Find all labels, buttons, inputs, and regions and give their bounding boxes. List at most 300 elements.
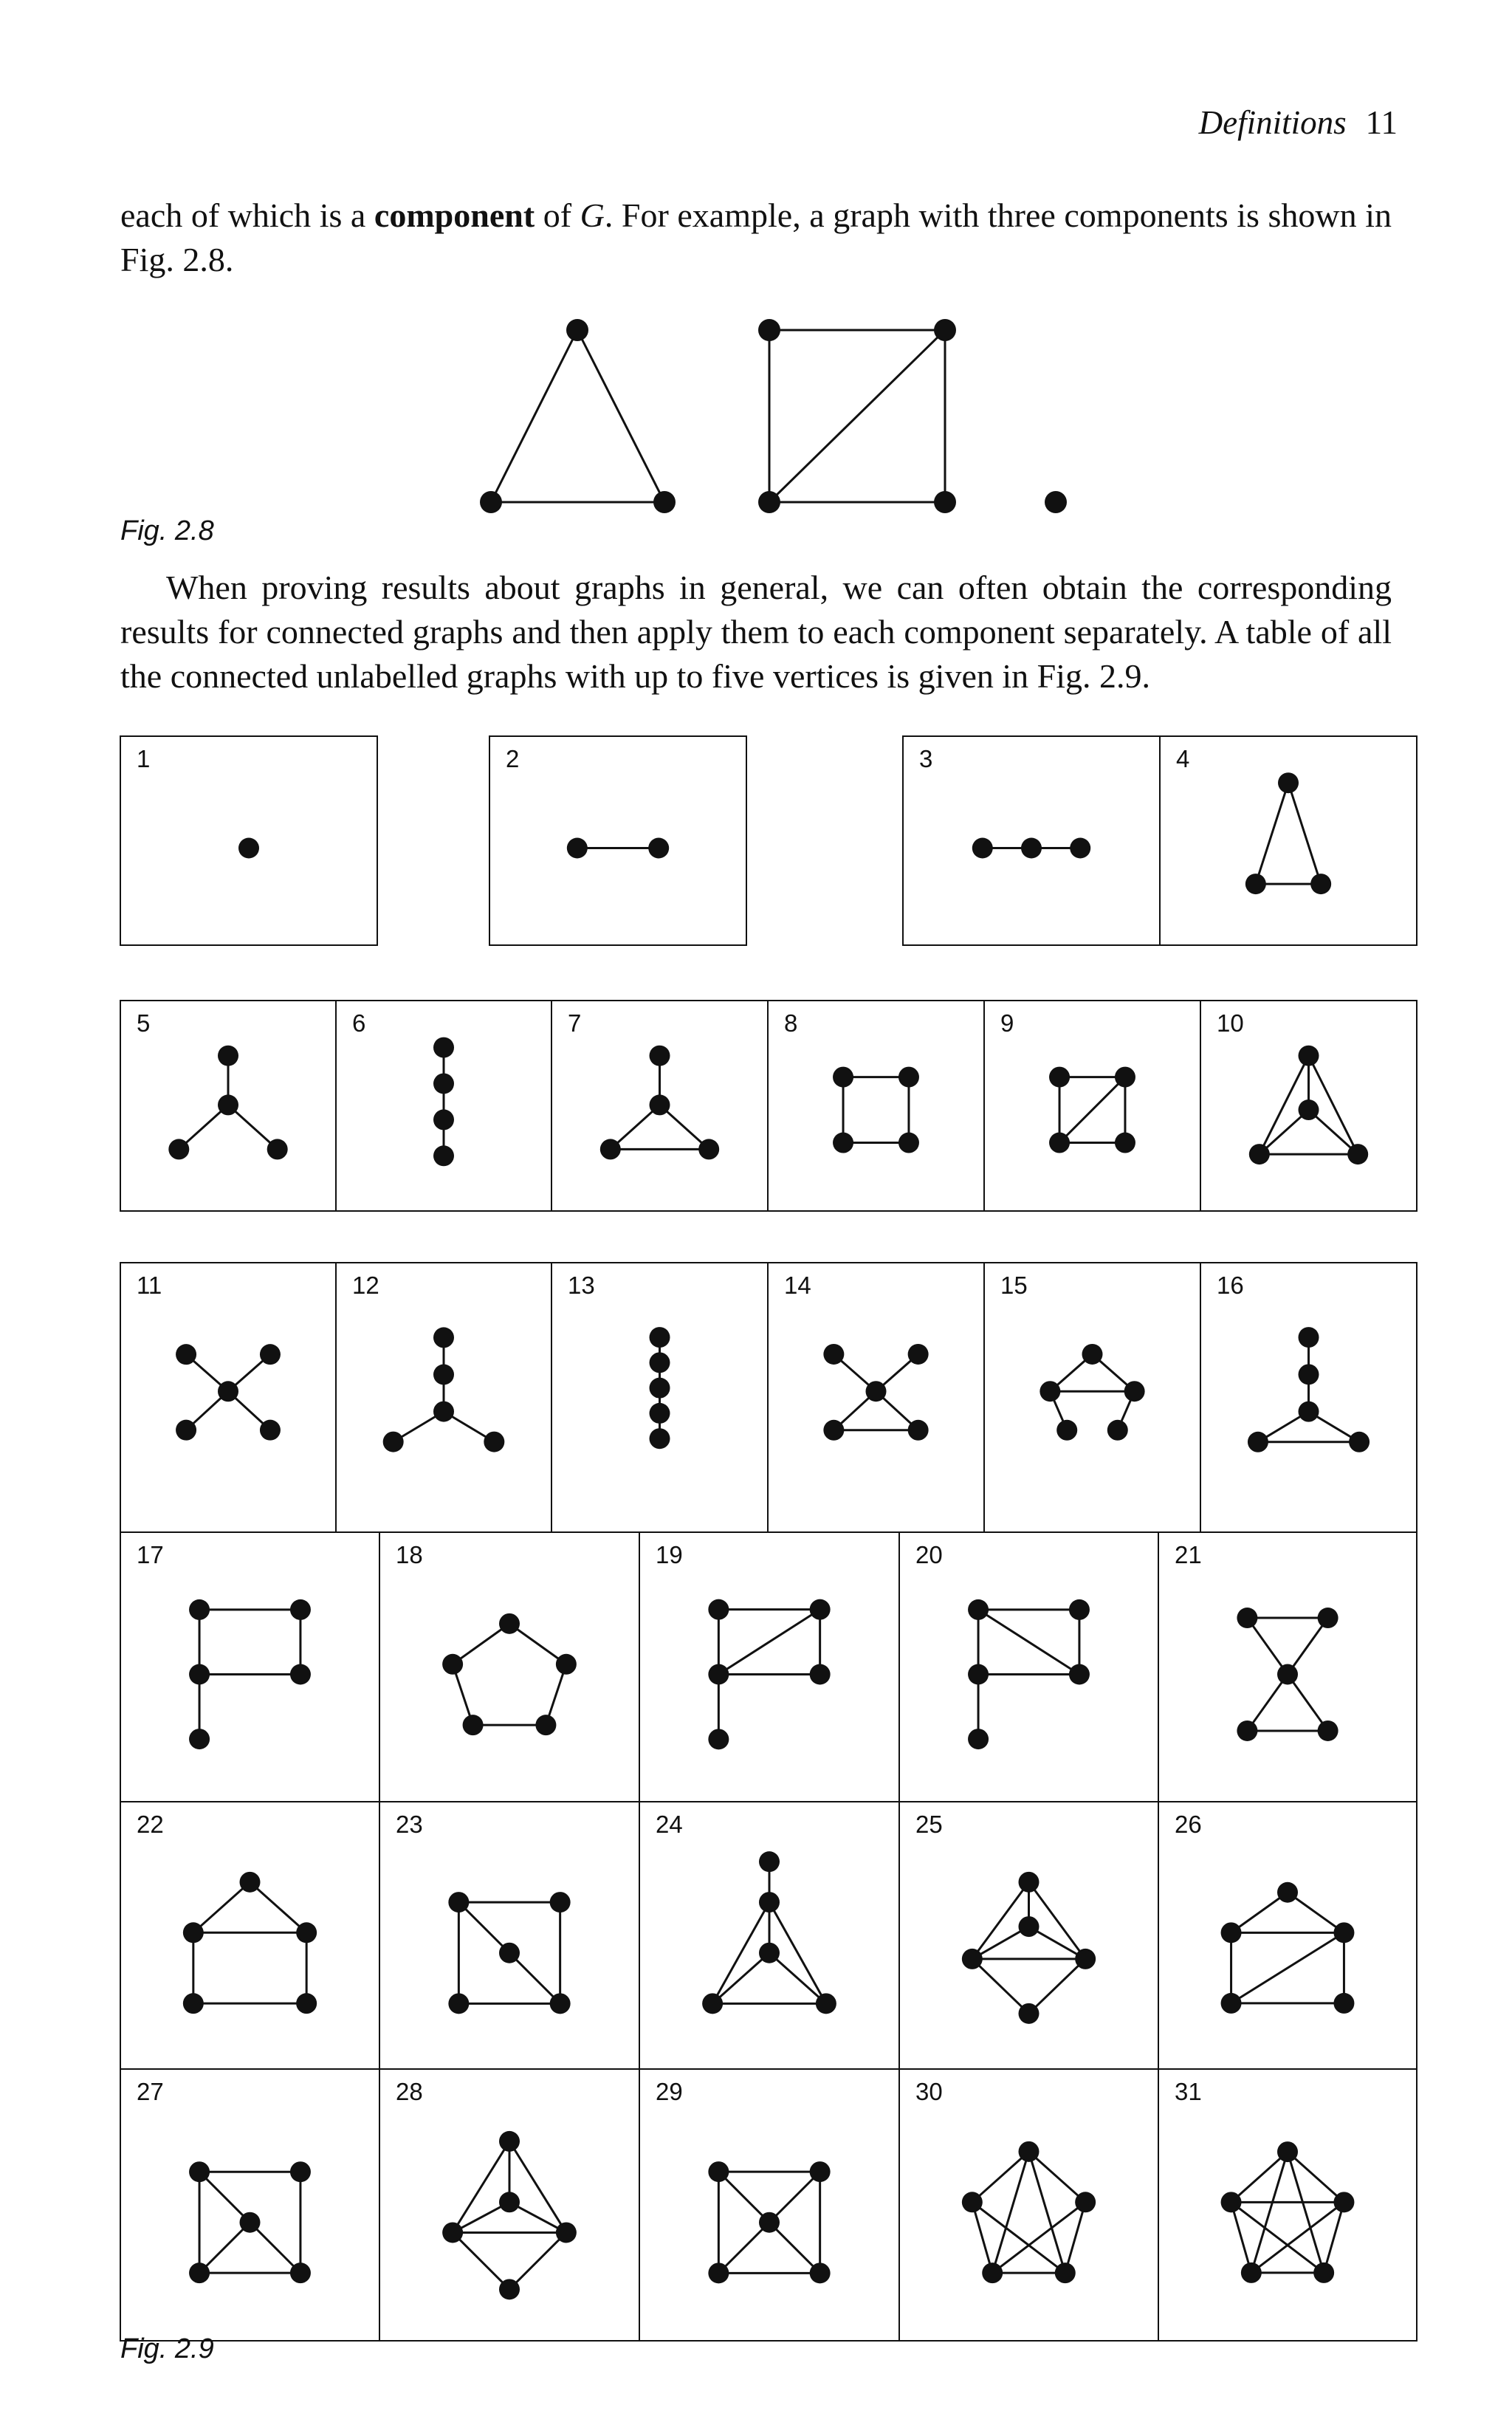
fig29-graph [183,1872,317,2014]
fig29-cell [899,2069,1158,2341]
graph-edge [509,2141,566,2233]
fig29-graph [1237,1608,1338,1741]
fig29-cell-number: 12 [352,1272,379,1299]
fig29-graph [189,2161,311,2283]
fig29-cell [984,1001,1200,1211]
fig29-cell [120,1263,336,1532]
graph-edge [1251,2152,1288,2273]
graph-vertex [267,1139,288,1159]
graph-vertex [1299,1364,1319,1385]
fig29-cell-border [120,1802,379,2069]
fig29-graph [708,1599,830,1750]
fig29-graph [442,1613,577,1735]
graph-vertex [499,1943,520,1963]
graph-vertex [968,1729,989,1749]
fig29-cell-number: 22 [137,1811,164,1838]
fig29-cell-number: 15 [1000,1272,1028,1299]
fig29-graph [1221,2141,1355,2283]
graph-vertex [1049,1133,1070,1153]
graph-vertex [866,1381,887,1402]
fig29-cell-border [1158,2069,1417,2341]
graph-vertex [238,838,259,859]
graph-edge [1231,1932,1344,2003]
fig29-graph [702,1851,836,2014]
fig29-cell-border [120,2069,379,2341]
fig29-cell [379,1532,639,1802]
graph-vertex [1277,1882,1298,1903]
graph-edge [509,1953,560,2004]
fig29-graph [833,1067,919,1153]
paragraph-text: each of which is a [120,196,374,234]
graph-vertex [499,1613,520,1634]
graph-vertex [650,1378,670,1399]
graph-edge [577,330,664,502]
graph-vertex [962,1949,983,1969]
fig29-graph [448,1892,570,2014]
fig29-graph [383,1327,505,1452]
graph-edge [1029,2152,1065,2273]
graph-vertex [1107,1420,1128,1441]
graph-edge [453,2141,509,2233]
graph-edge [453,2232,509,2289]
graph-vertex [433,1073,454,1094]
graph-vertex [759,1892,780,1912]
fig29-cell-border [984,1001,1200,1211]
graph-vertex [1313,2263,1334,2283]
fig29-cell-number: 21 [1175,1541,1202,1568]
graph-vertex [810,2263,831,2283]
graph-vertex [499,2192,520,2212]
graph-vertex [650,1094,670,1115]
graph-vertex [1347,1144,1368,1164]
graph-edge [972,2202,1065,2273]
graph-edge [718,2223,769,2274]
graph-edge [1288,1675,1328,1731]
fig29-cell-number: 24 [656,1811,683,1838]
graph-vertex [1249,1144,1270,1164]
graph-vertex [168,1139,189,1159]
graph-edge [1288,1618,1328,1674]
fig29-cell [336,1001,551,1211]
graph-vertex [823,1344,844,1365]
fig29-cell [336,1263,551,1532]
graph-vertex [1075,1949,1096,1969]
fig29-graph [823,1344,928,1441]
graph-vertex [1019,1916,1040,1937]
graph-vertex [189,2161,210,2182]
fig29-cell-number: 11 [137,1272,162,1299]
graph-vertex [759,1851,780,1872]
graph-vertex [189,1729,210,1749]
graph-vertex [759,1943,780,1963]
graph-vertex [898,1133,919,1153]
graph-vertex [433,1037,454,1058]
graph-edge [1059,1077,1125,1143]
fig29-graph [1040,1344,1144,1441]
graph-edge [972,1959,1029,2014]
graph-edge [718,1610,819,1675]
graph-vertex [972,838,993,859]
fig29-cell [639,1532,899,1802]
fig29-graph [708,2161,830,2283]
graph-vertex [1277,1664,1298,1685]
fig29-graph [1245,772,1331,894]
fig29-cell-number: 25 [915,1811,943,1838]
graph-edge [1231,2202,1324,2273]
fig29-cell [120,2069,379,2341]
graph-vertex [442,1654,463,1675]
fig29-cell-number: 23 [396,1811,423,1838]
fig29-graph [189,1599,311,1749]
graph-vertex [176,1420,196,1441]
graph-edge [1251,2202,1344,2273]
graph-vertex [758,319,780,341]
fig29-graph [433,1037,454,1167]
graph-vertex [650,1046,670,1066]
graph-vertex [535,1715,556,1735]
fig29-cell-border [379,1802,639,2069]
graph-vertex [1299,1046,1319,1066]
fig29-cell-number: 28 [396,2078,423,2105]
fig28-isolated-vertex [1045,491,1067,513]
graph-vertex [1124,1381,1145,1402]
fig29-cell [903,736,1160,945]
graph-vertex [189,1664,210,1685]
graph-vertex [1278,772,1299,793]
fig29-cell-number: 16 [1217,1272,1244,1299]
fig29-cell [639,1802,899,2069]
fig29-cell-number: 27 [137,2078,164,2105]
fig29-cell-number: 6 [352,1009,366,1037]
fig29-graph [1049,1067,1135,1153]
fig29-cell [120,1001,336,1211]
fig29-cell [379,1802,639,2069]
fig28-square-with-diagonal [758,319,956,513]
graph-edge [1288,2152,1324,2273]
fig29-cell-number: 13 [568,1272,595,1299]
fig29-cell [120,1532,379,1802]
graph-vertex [708,1599,729,1620]
graph-vertex [1115,1067,1135,1088]
graph-edge [992,2202,1085,2273]
graph-vertex [1241,2263,1262,2283]
fig29-graph [1249,1046,1368,1164]
graph-edge [978,1610,1079,1675]
fig29-cell-number: 5 [137,1009,151,1037]
graph-vertex [1221,1993,1242,2014]
graph-vertex [702,1993,723,2014]
fig29-cell-border [639,2069,899,2341]
graph-vertex [982,2263,1003,2283]
graph-edge [1029,1882,1086,1959]
graph-vertex [968,1599,989,1620]
graph-vertex [934,491,956,513]
graph-vertex [1248,1432,1268,1452]
fig29-cell-number: 9 [1000,1009,1014,1037]
graph-edge [453,1624,509,1664]
fig29-cell [551,1263,768,1532]
graph-vertex [650,1428,670,1449]
graph-vertex [823,1420,844,1441]
graph-vertex [600,1139,621,1159]
graph-vertex [1221,1922,1242,1943]
fig29-graph [1248,1327,1370,1452]
graph-vertex [218,1094,238,1115]
graph-vertex [1237,1721,1257,1741]
fig29-cell-border [379,1532,639,1802]
graph-vertex [550,1892,571,1912]
graph-vertex [708,2263,729,2283]
graph-vertex [833,1133,853,1153]
graph-vertex [1070,838,1090,859]
graph-vertex [1277,2141,1298,2162]
fig29-cell-number: 1 [137,745,151,772]
graph-vertex [556,2222,577,2243]
graph-edge [491,330,577,502]
graph-vertex [898,1067,919,1088]
graph-vertex [189,1599,210,1620]
graph-edge [250,2223,300,2273]
graph-vertex [1310,874,1331,894]
fig29-cell [379,2069,639,2341]
fig29-cell-number: 20 [915,1541,943,1568]
graph-vertex [433,1145,454,1166]
graph-vertex [480,491,502,513]
graph-vertex [1299,1402,1319,1422]
fig29-graph [962,2141,1096,2283]
graph-vertex [908,1420,929,1441]
graph-vertex [1318,1608,1339,1628]
graph-vertex [1318,1721,1339,1741]
graph-vertex [442,2222,463,2243]
page-number: 11 [1365,104,1398,141]
fig29-cell-number: 19 [656,1541,683,1568]
graph-vertex [833,1067,853,1088]
fig29-cell [1158,1532,1417,1802]
graph-edge [712,1953,769,2004]
fig29-graph [442,2131,577,2299]
figure-2-8-caption: Fig. 2.8 [120,515,214,546]
graph-edge [1288,783,1321,884]
graph-vertex [1021,838,1042,859]
graph-vertex [1349,1432,1370,1452]
graph-edge [992,2152,1028,2273]
fig29-cell-number: 14 [784,1272,811,1299]
graph-edge [769,1953,826,2004]
graph-vertex [650,1327,670,1348]
graph-vertex [1299,1099,1319,1120]
graph-vertex [708,2161,729,2182]
fig29-graph [650,1327,670,1449]
graph-vertex [1333,1993,1354,2014]
graph-vertex [1055,2263,1076,2283]
graph-vertex [176,1344,196,1365]
fig29-cell [639,2069,899,2341]
fig29-cell [899,1802,1158,2069]
graph-vertex [962,2192,983,2212]
graph-edge [972,1882,1029,1959]
graph-vertex [1333,1922,1354,1943]
fig29-cell-number: 10 [1217,1009,1244,1037]
fig29-cell-number: 3 [919,745,933,772]
graph-vertex [383,1432,404,1452]
graph-edge [199,2172,250,2222]
graph-vertex [1115,1133,1135,1153]
graph-vertex [567,838,588,859]
graph-vertex [810,1664,831,1685]
graph-vertex [484,1432,504,1452]
graph-vertex [759,2212,780,2233]
fig29-cell [1160,736,1417,945]
graph-vertex [653,491,676,513]
graph-vertex [1333,2192,1354,2212]
fig29-cell [1158,1802,1417,2069]
graph-vertex [296,1922,317,1943]
graph-vertex [1045,491,1067,513]
graph-vertex [218,1381,238,1402]
graph-edge [769,2223,820,2274]
graph-vertex [183,1922,204,1943]
graph-vertex [1221,2192,1242,2212]
graph-vertex [463,1715,484,1735]
graph-vertex [1019,2003,1040,2024]
running-header-title: Definitions [1198,104,1347,141]
graph-vertex [499,2279,520,2299]
graph-vertex [566,319,588,341]
graph-vertex [810,2161,831,2182]
graph-vertex [650,1352,670,1373]
fig29-cell-number: 31 [1175,2078,1202,2105]
fig29-cell-border [639,1532,899,1802]
fig29-cell-number: 7 [568,1009,582,1037]
fig29-cell [899,1532,1158,1802]
fig29-cell-number: 29 [656,2078,683,2105]
graph-edge [769,330,945,502]
fig29-cell-number: 18 [396,1541,423,1568]
fig29-graph [962,1872,1096,2024]
graph-vertex [1056,1420,1077,1441]
fig29-cell-border [1160,736,1417,945]
fig29-graph [968,1599,1090,1749]
graph-vertex [290,2263,311,2283]
graph-vertex [708,1664,729,1685]
graph-vertex [556,1654,577,1675]
graph-vertex [1019,2141,1040,2162]
graph-vertex [708,1729,729,1749]
graph-edge [458,1902,509,1953]
graph-edge [1231,1893,1288,1933]
graph-vertex [934,319,956,341]
graph-edge [718,2172,769,2223]
fig29-graph [176,1344,281,1440]
graph-vertex [240,2212,261,2233]
fig29-cell-border [984,1263,1200,1532]
graph-edge [193,1882,250,1932]
graph-edge [1029,1959,1086,2014]
fig29-cell-border [899,2069,1158,2341]
fig29-graph [567,838,669,859]
graph-vertex [218,1046,238,1066]
graph-vertex [1237,1608,1257,1628]
fig29-cell [1158,2069,1417,2341]
graph-vertex [240,1872,261,1893]
graph-edge [1247,1618,1288,1674]
graph-edge [972,2202,992,2273]
fig29-cell-border [1158,1802,1417,2069]
fig29-cell-number: 8 [784,1009,798,1037]
fig29-cell [768,1263,984,1532]
graph-edge [1324,2202,1344,2273]
graph-vertex [433,1365,454,1385]
fig29-cell [120,1802,379,2069]
graph-vertex [1040,1381,1060,1402]
fig29-cell [1200,1001,1417,1211]
fig29-cell [489,736,746,945]
graph-vertex [260,1344,281,1365]
term-component: component [374,196,535,234]
graph-vertex [189,2263,210,2283]
graph-vertex [1082,1344,1103,1365]
graph-vertex [296,1993,317,2014]
graph-vertex [290,2161,311,2182]
fig29-cell-border [899,1532,1158,1802]
graph-vertex [648,838,669,859]
fig29-cell-border [120,1532,379,1802]
fig29-cell-border [489,736,746,945]
graph-edge [769,2172,820,2223]
graph-vertex [1299,1327,1319,1348]
fig29-cell-number: 30 [915,2078,943,2105]
graph-vertex [1245,874,1266,894]
fig29-graph [238,838,259,859]
graph-edge [1256,783,1288,884]
graph-edge [1247,1675,1288,1731]
fig29-cell-border [768,1001,984,1211]
fig29-graph [972,838,1090,859]
paragraph-text: . For example, a graph with three components is shown in Fig. 2.8. [120,196,1392,278]
graph-vertex [810,1599,831,1620]
graph-variable: G [580,196,605,234]
graph-edge [509,2232,566,2289]
graph-vertex [448,1993,469,2014]
graph-vertex [260,1420,281,1441]
fig29-cell-number: 17 [137,1541,164,1568]
graph-vertex [433,1109,454,1130]
fig29-graph [1221,1882,1355,2014]
fig28-triangle [480,319,676,513]
graph-edge [250,1882,307,1932]
graph-vertex [968,1664,989,1685]
graph-vertex [1019,1872,1040,1893]
graph-edge [199,2223,250,2273]
fig29-cell-number: 2 [506,745,520,772]
graph-vertex [1069,1599,1090,1620]
graph-vertex [698,1139,719,1159]
graph-vertex [448,1892,469,1912]
figure-2-9-caption: Fig. 2.9 [120,2333,214,2364]
graph-vertex [433,1327,454,1348]
fig29-cell-number: 4 [1176,745,1190,772]
graph-edge [509,1624,566,1664]
graph-vertex [1069,1664,1090,1685]
fig29-cell [1200,1263,1417,1532]
graph-vertex [1049,1067,1070,1088]
graph-vertex [183,1993,204,2014]
fig29-cell [984,1263,1200,1532]
graph-vertex [758,491,780,513]
fig29-graph [600,1046,719,1160]
graph-vertex [499,2131,520,2152]
